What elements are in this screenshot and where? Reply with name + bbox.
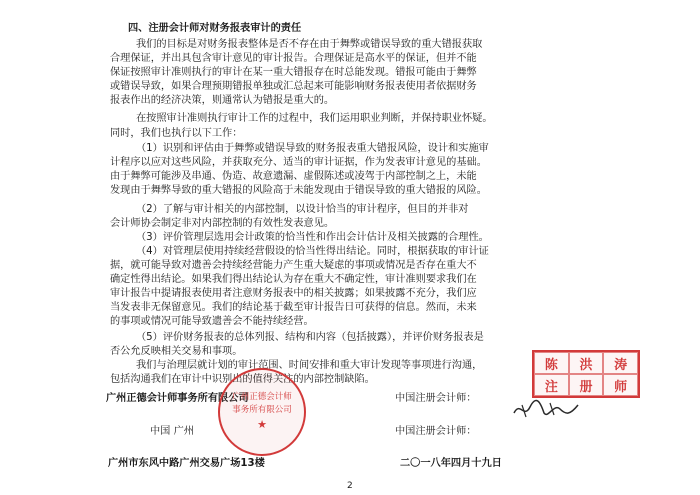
body-line: 的事项或情况可能导致遗善会不能持续经营。 [110,316,314,327]
body-line: 包括沟通我们在审计中识别出的值得关注的内部控制缺陷。 [110,374,375,385]
body-line: 发现由于舞弊导致的重大错报的风险高于未能发现由于错误导致的重大错报的风险。 [110,185,487,196]
body-line: 会计师协会制定非对内部控制的有效性发表意见。 [110,218,335,229]
body-line: 或错误导致，如果合理预期错报单独或汇总起来可能影响财务报表使用者依据财务 [110,81,477,92]
page-number: 2 [347,481,353,491]
body-line: 报表作出的经济决策，则通常认为错报是重大的。 [110,95,335,106]
section-title: 四、注册会计师对财务报表审计的责任 [128,23,302,34]
body-line: 确定性得出结论。如果我们得出结论认为存在重大不确定性，审计准则要求我们在 [110,274,477,285]
report-date: 二〇一八年四月十九日 [400,458,502,469]
body-line: （2）了解与审计相关的内部控制，以设计恰当的审计程序，但目的并非对 [136,204,469,215]
body-line: （4）对管理层使用持续经营假设的恰当性得出结论。同时，根据获取的审计证 [136,246,489,257]
body-line: 当发表非无保留意见。我们的结论基于截至审计报告日可获得的信息。然而，未来 [110,302,477,313]
cpa-seal-stamp [532,350,640,398]
body-line: 审计报告中提请报表使用者注意财务报表中的相关披露；如果披露不充分，我们应 [110,288,477,299]
cpa-label-2: 中国注册会计师： [395,426,477,437]
stamp-char: 册 [569,374,604,396]
body-line: 保证按照审计准则执行的审计在某一重大错报存在时总能发现。错报可能由于舞弊 [110,67,477,78]
body-line: 合理保证，并出具包含审计意见的审计报告。合理保证是高水平的保证，但并不能 [110,53,477,64]
stamp-char: 洪 [569,352,604,374]
seal-star-icon: ★ [257,418,267,431]
stamp-char: 师 [603,374,638,396]
cpa-label-1: 中国注册会计师： [395,393,477,404]
firm-location: 中国 广州 [150,426,194,437]
body-line: （1）识别和评估由于舞弊或错误导致的财务报表重大错报风险，设计和实施审 [136,143,489,154]
firm-name: 广州正德会计师事务所有限公司 [106,393,249,404]
body-line: 据，就可能导致对遗善会持续经营能力产生重大疑虑的事项或情况是否存在重大不 [110,260,477,271]
body-line: 计程序以应对这些风险，并获取充分、适当的审计证据，作为发表审计意见的基础。 [110,157,487,168]
body-line: 由于舞弊可能涉及串通、伪造、故意遗漏、虚假陈述或凌驾于内部控制之上，未能 [110,171,477,182]
body-line: （5）评价财务报表的总体列报、结构和内容（包括披露），并评价财务报表是 [136,332,484,343]
stamp-char: 涛 [603,352,638,374]
stamp-char: 注 [534,374,569,396]
body-line: 我们的目标是对财务报表整体是否不存在由于舞弊或错误导致的重大错报获取 [136,39,483,50]
body-line: 否公允反映相关交易和事项。 [110,346,243,357]
firm-address: 广州市东风中路广州交易广场13楼 [108,458,265,469]
stamp-char: 陈 [534,352,569,374]
seal-text-line1: 广州正德会计师 [232,392,292,402]
firm-seal-stamp [218,368,306,456]
body-line: 我们与治理层就计划的审计范围、时间安排和重大审计发现等事项进行沟通， [136,360,483,371]
seal-text-line2: 事务所有限公司 [232,405,292,415]
body-line: 同时，我们也执行以下工作： [110,128,243,139]
body-line: （3）评价管理层选用会计政策的恰当性和作出会计估计及相关披露的合理性。 [136,232,489,243]
handwritten-signature [510,397,582,421]
body-line: 在按照审计准则执行审计工作的过程中，我们运用职业判断，并保持职业怀疑。 [136,113,493,124]
